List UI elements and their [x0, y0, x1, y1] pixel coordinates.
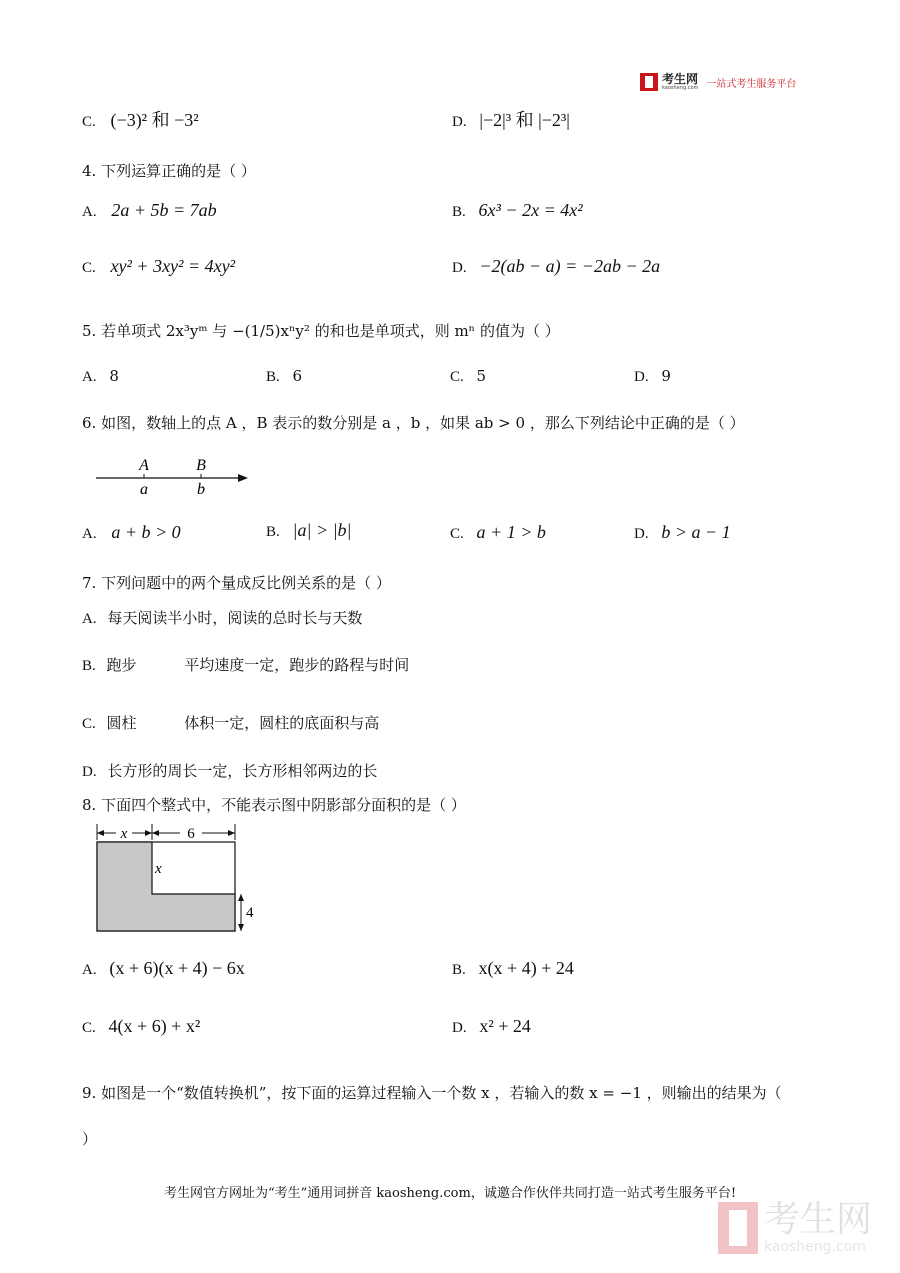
q9-stem-end: ）	[82, 1130, 98, 1148]
option-label: B.	[452, 962, 466, 978]
point-b-label: B	[196, 457, 206, 474]
option-label: D.	[634, 369, 649, 385]
option-label: B.	[266, 524, 280, 540]
option-text: 9	[661, 367, 671, 385]
arrow-left-icon	[97, 830, 104, 836]
option-label: C.	[82, 716, 96, 732]
option-expr: x² + 24	[479, 1016, 531, 1036]
option-label: A.	[82, 526, 97, 542]
q7-option-b	[82, 654, 409, 675]
option-expr: (−3)² 和 −3²	[110, 110, 199, 130]
option-expr: xy² + 3xy² = 4xy²	[110, 256, 235, 276]
q5-option-a	[82, 367, 119, 386]
option-text: 跑步 平均速度一定，跑步的路程与时间	[106, 656, 410, 674]
arrow-up-icon	[238, 894, 244, 901]
option-text: a + 1 > b	[476, 522, 546, 542]
q4-option-d	[452, 256, 660, 277]
q4-option-b	[452, 200, 583, 221]
option-text: 长方形的周长一定，长方形相邻两边的长	[107, 762, 378, 780]
option-expr: (x + 6)(x + 4) − 6x	[109, 958, 245, 978]
header-logo	[640, 73, 796, 91]
q8-shaded-figure	[92, 824, 272, 936]
q7-stem: 7. 下列问题中的两个量成反比例关系的是（ ）	[82, 574, 391, 592]
q6-number-line	[92, 452, 256, 500]
option-text: |a| > |b|	[292, 520, 352, 540]
q9-stem: 9. 如图是一个“数值转换机”，按下面的运算过程输入一个数 x ，若输入的数 x = −1 ，则输出的结果为（	[82, 1084, 782, 1102]
option-label: A.	[82, 962, 97, 978]
q6-option-b	[266, 520, 352, 541]
option-label: D.	[452, 114, 467, 130]
arrow-down-icon	[238, 924, 244, 931]
q4-stem: 4. 下列运算正确的是（ ）	[82, 162, 256, 180]
option-text: 每天阅读半小时，阅读的总时长与天数	[107, 609, 363, 627]
point-a-label: A	[139, 457, 149, 474]
option-label: A.	[82, 369, 97, 385]
q8-option-a	[82, 958, 245, 979]
option-expr: 2a + 5b = 7ab	[111, 200, 217, 220]
option-label: A.	[82, 204, 97, 220]
q5-option-b	[266, 367, 302, 386]
option-text: b > a − 1	[661, 522, 731, 542]
option-label: D.	[82, 764, 97, 780]
q3-option-c	[82, 106, 199, 132]
arrow-left-icon	[152, 830, 159, 836]
q6-stem: 6. 如图，数轴上的点 A ，B 表示的数分别是 a ，b ，如果 ab > 0 ，那么下列结论中正确的是（ ）	[82, 414, 745, 432]
watermark-name: 考生网	[764, 1199, 873, 1240]
logo-name: 考生网	[662, 72, 699, 86]
q4-option-a	[82, 200, 217, 221]
q8-option-c	[82, 1016, 200, 1037]
option-expr: −2(ab − a) = −2ab − 2a	[479, 256, 661, 276]
dim-label-6: 6	[187, 826, 195, 842]
option-label: B.	[452, 204, 466, 220]
option-text: 8	[109, 367, 119, 385]
value-a-label: a	[140, 481, 148, 498]
watermark-domain: kaosheng.com	[764, 1239, 866, 1255]
option-text: a + b > 0	[111, 522, 181, 542]
option-expr: 4(x + 6) + x²	[108, 1016, 201, 1036]
option-label: C.	[450, 526, 464, 542]
q4-option-c	[82, 256, 235, 277]
option-expr: 6x³ − 2x = 4x²	[478, 200, 583, 220]
q6-option-a	[82, 522, 181, 543]
q6-option-d	[634, 522, 731, 543]
dim-label-x: x	[120, 826, 128, 842]
q3-option-d	[452, 106, 570, 132]
q5-stem: 5. 若单项式 2x³yᵐ 与 −(1/5)xⁿy² 的和也是单项式，则 mⁿ 的值为（ ）	[82, 322, 560, 340]
logo-domain: kaosheng.com	[662, 85, 699, 91]
kaosheng-watermark-icon	[718, 1202, 758, 1254]
arrow-right-icon	[238, 474, 248, 482]
option-label: B.	[82, 658, 96, 674]
dim-label-4: 4	[246, 905, 254, 921]
option-label: B.	[266, 369, 280, 385]
q8-option-d	[452, 1016, 531, 1037]
arrow-right-icon	[145, 830, 152, 836]
q5-option-d	[634, 367, 671, 386]
q6-option-c	[450, 522, 546, 543]
page-footer: 考生网官方网址为“考生”通用词拼音 kaosheng.com，诚邀合作伙伴共同打造一站式考生服务平台!	[163, 1186, 737, 1201]
option-label: C.	[450, 369, 464, 385]
watermark	[718, 1201, 872, 1255]
q8-stem: 8. 下面四个整式中，不能表示图中阴影部分面积的是（ ）	[82, 796, 466, 814]
q5-option-c	[450, 367, 486, 386]
logo-slogan: 一站式考生服务平台	[706, 78, 797, 90]
arrow-right-icon	[228, 830, 235, 836]
option-text: 6	[292, 367, 303, 385]
option-label: D.	[452, 1020, 467, 1036]
option-label: C.	[82, 1020, 96, 1036]
option-label: D.	[634, 526, 649, 542]
q7-option-c	[82, 712, 379, 733]
option-text: 圆柱 体积一定，圆柱的底面积与高	[106, 714, 380, 732]
q7-option-d	[82, 760, 377, 781]
value-b-label: b	[197, 481, 205, 498]
q8-option-b	[452, 958, 574, 979]
option-label: C.	[82, 260, 96, 276]
option-expr: x(x + 4) + 24	[478, 958, 574, 978]
inner-label-x: x	[155, 861, 162, 877]
option-expr: |−2|³ 和 |−2³|	[479, 110, 570, 130]
option-label: A.	[82, 611, 97, 627]
option-label: D.	[452, 260, 467, 276]
kaosheng-logo-icon	[640, 73, 658, 91]
option-text: 5	[476, 367, 487, 385]
q7-option-a	[82, 607, 362, 628]
option-label: C.	[82, 114, 96, 130]
